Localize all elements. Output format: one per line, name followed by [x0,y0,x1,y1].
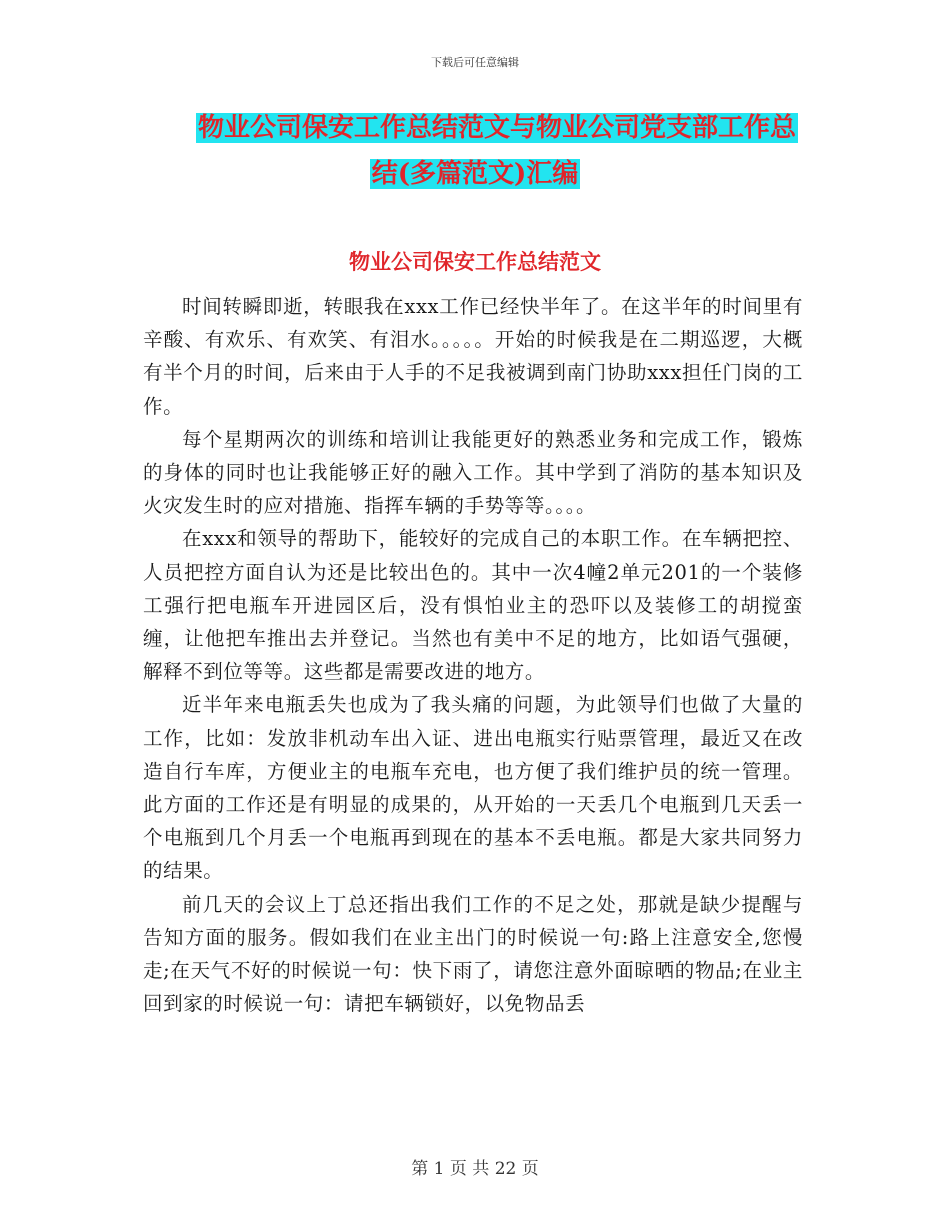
document-body [143,290,803,1020]
body-paragraph-2: 每个星期两次的训练和培训让我能更好的熟悉业务和完成工作，锻炼的身体的同时也让我能够正好的融入工作。其中学到了消防的基本知识及火灾发生时的应对措施、指挥车辆的手势等等。。。。 [143,427,803,518]
body-paragraph-3: 在xxx和领导的帮助下，能较好的完成自己的本职工作。在车辆把控、人员把控方面自认为还是比较出色的。其中一次4幢2单元201的一个装修工强行把电瓶车开进园区后，没有惧怕业主的恐吓以及装修工的胡搅蛮缠，让他把车推出去并登记。当然也有美中不足的地方，比如语气强硬，解释不到位等等。这些都是需要改进的地方。 [143,527,803,684]
header-note: 下载后可任意编辑 [431,56,519,69]
document-title-line-1 [22,106,950,150]
body-paragraph-4: 近半年来电瓶丢失也成为了我头痛的问题，为此领导们也做了大量的工作，比如：发放非机动车出入证、进出电瓶实行贴票管理，最近又在改造自行车库，方便业主的电瓶车充电，也方便了我们维护员的统一管理。此方面的工作还是有明显的成果的，从开始的一天丢几个电瓶到几天丢一个电瓶到几个月丢一个电瓶再到现在的基本不丢电瓶。都是大家共同努力的结果。 [143,693,803,883]
document-title-line-2-text: 结(多篇范文)汇编 [371,159,579,189]
body-paragraph-5: 前几天的会议上丁总还指出我们工作的不足之处，那就是缺少提醒与告知方面的服务。假如我们在业主出门的时候说一句:路上注意安全,您慢走;在天气不好的时候说一句：快下雨了，请您注意外面晾晒的物品;在业主回到家的时候说一句：请把车辆锁好，以免物品丢 [143,892,803,1016]
body-paragraph-1: 时间转瞬即逝，转眼我在xxx工作已经快半年了。在这半年的时间里有辛酸、有欢乐、有欢笑、有泪水。。。。。开始的时候我是在二期巡逻，大概有半个月的时间，后来由于人手的不足我被调到南门协助xxx担任门岗的工作。 [143,295,803,418]
section-heading: 物业公司保安工作总结范文 [349,249,601,274]
page-number-footer: 第 1 页 共 22 页 [411,1159,539,1179]
document-title-line-2 [0,152,950,196]
document-title-line-1-text: 物业公司保安工作总结范文与物业公司党支部工作总 [197,113,796,143]
